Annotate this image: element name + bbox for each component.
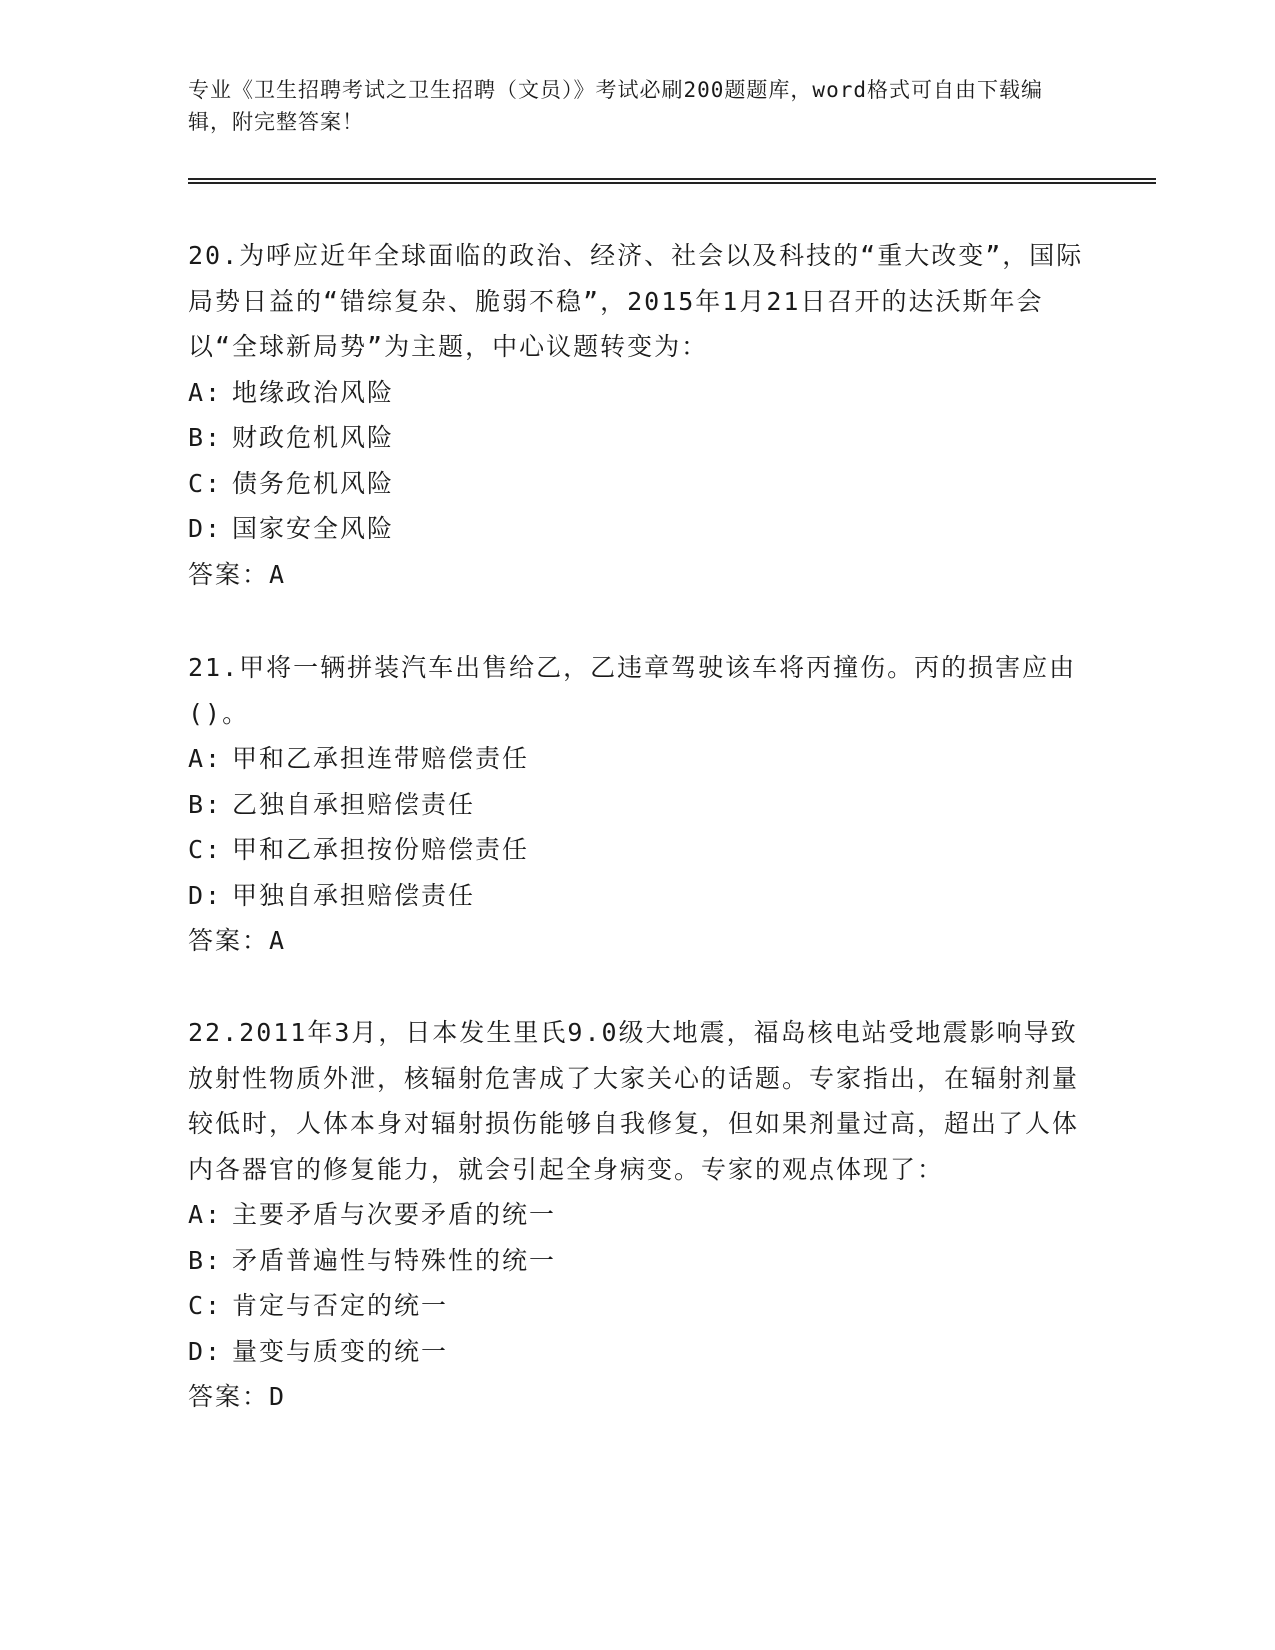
- option-text: 国家安全风险: [232, 514, 395, 543]
- option-c: [188, 461, 1088, 507]
- option-letter: D:: [188, 514, 223, 543]
- option-letter: A:: [188, 1200, 223, 1229]
- header-intro-text: 专业《卫生招聘考试之卫生招聘（文员）》考试必刷200题题库，word格式可自由下载编辑，附完整答案！: [188, 78, 1043, 134]
- option-letter: A:: [188, 744, 223, 773]
- option-letter: C:: [188, 835, 223, 864]
- option-letter: B:: [188, 789, 223, 819]
- answer-line: 答案：A: [188, 559, 287, 589]
- option-a: [188, 736, 1088, 782]
- option-letter: A:: [188, 377, 223, 407]
- option-b: [188, 1238, 1088, 1284]
- option-c: [188, 827, 1088, 873]
- option-b: [188, 782, 1088, 828]
- option-text: 矛盾普遍性与特殊性的统一: [232, 1245, 557, 1275]
- option-letter: C:: [188, 1291, 223, 1320]
- question-stem: 20.为呼应近年全球面临的政治、经济、社会以及科技的“重大改变”，国际局势日益的“错综复杂、脆弱不稳”，2015年1月21日召开的达沃斯年会以“全球新局势”为主题，中心议题转变为：: [188, 241, 1084, 361]
- option-text: 乙独自承担赔偿责任: [232, 789, 476, 819]
- option-d: [188, 873, 1088, 919]
- option-a: [188, 1192, 1088, 1238]
- option-d: [188, 1329, 1088, 1375]
- answer-line: 答案：D: [188, 1382, 287, 1411]
- question-stem: 21.甲将一辆拼装汽车出售给乙，乙违章驾驶该车将丙撞伤。丙的损害应由()。: [188, 653, 1077, 728]
- question-22: [188, 1010, 1088, 1420]
- option-letter: D:: [188, 1336, 223, 1366]
- option-text: 肯定与否定的统一: [232, 1291, 449, 1320]
- option-text: 甲独自承担赔偿责任: [232, 880, 476, 910]
- option-text: 量变与质变的统一: [232, 1336, 449, 1366]
- option-a: [188, 370, 1088, 416]
- document-header: [188, 74, 1068, 138]
- option-d: [188, 506, 1088, 552]
- option-text: 财政危机风险: [232, 423, 395, 452]
- question-20: [188, 233, 1088, 597]
- option-letter: B:: [188, 423, 223, 452]
- header-divider-second: [188, 182, 1156, 184]
- option-letter: D:: [188, 880, 223, 910]
- option-text: 甲和乙承担按份赔偿责任: [232, 835, 530, 864]
- question-21: [188, 645, 1088, 964]
- option-text: 甲和乙承担连带赔偿责任: [232, 744, 530, 773]
- option-c: [188, 1283, 1088, 1329]
- option-text: 主要矛盾与次要矛盾的统一: [232, 1200, 557, 1229]
- answer-line: 答案：A: [188, 926, 287, 955]
- header-divider: [188, 178, 1156, 180]
- option-text: 债务危机风险: [232, 468, 395, 498]
- option-b: [188, 415, 1088, 461]
- option-letter: C:: [188, 468, 223, 498]
- option-letter: B:: [188, 1245, 223, 1275]
- option-text: 地缘政治风险: [232, 377, 395, 407]
- question-stem: 22.2011年3月，日本发生里氏9.0级大地震，福岛核电站受地震影响导致放射性物质外泄，核辐射危害成了大家关心的话题。专家指出，在辐射剂量较低时，人体本身对辐射损伤能够自我修复，但如果剂量过高，超出了人体内各器官的修复能力，就会引起全身病变。专家的观点体现了：: [188, 1018, 1080, 1184]
